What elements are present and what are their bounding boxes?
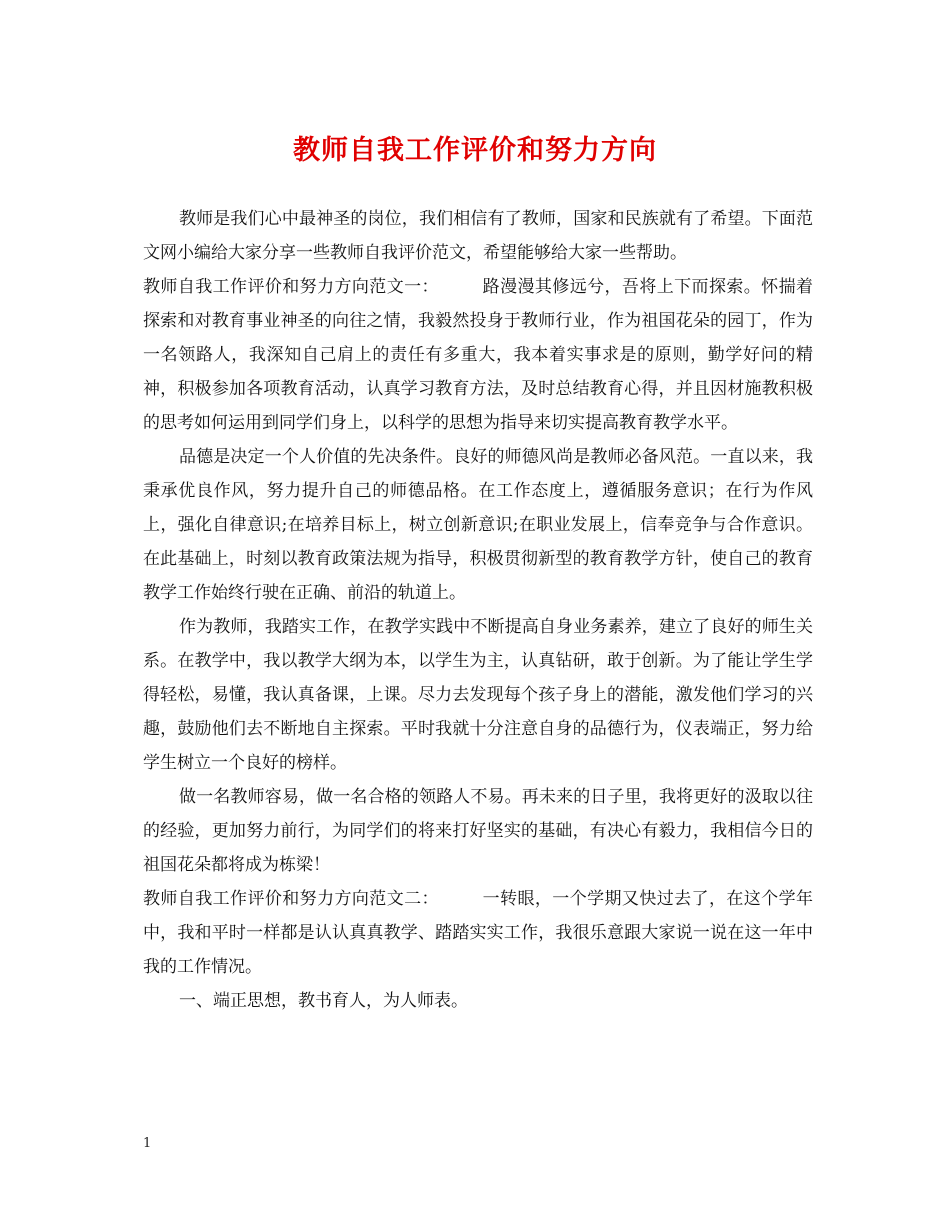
paragraph-sample-one: 教师自我工作评价和努力方向范文一： 路漫漫其修远兮，吾将上下而探索。怀揣着探索和对教育事业神圣的向往之情，我毅然投身于教师行业，作为祖国花朵的园丁，作为一名领路人，我深知自己肩上的责任有多重大，我本着实事求是的原则，勤学好问的精神，积极参加各项教育活动，认真学习教育方法，及时总结教育心得，并且因材施教积极的思考如何运用到同学们身上，以科学的思想为指导来切实提高教育教学水平。	[143, 277, 813, 433]
paragraph-teaching: 作为教师，我踏实工作，在教学实践中不断提高自身业务素养，建立了良好的师生关系。在教学中，我以教学大纲为本，以学生为主，认真钻研，敢于创新。为了能让学生学得轻松，易懂，我认真备课，上课。尽力去发现每个孩子身上的潜能，激发他们学习的兴趣，鼓励他们去不断地自主探索。平时我就十分注意自身的品德行为，仪表端正，努力给学生树立一个良好的榜样。	[143, 617, 813, 773]
paragraph-moral: 品德是决定一个人价值的先决条件。良好的师德风尚是教师必备风范。一直以来，我秉承优良作风，努力提升自己的师德品格。在工作态度上，遵循服务意识；在行为作风上，强化自律意识;在培养目标上，树立创新意识;在职业发展上，信奉竞争与合作意识。在此基础上，时刻以教育政策法规为指导，积极贯彻新型的教育教学方针，使自己的教育教学工作始终行驶在正确、前沿的轨道上。	[143, 447, 813, 603]
paragraph-intro: 教师是我们心中最神圣的岗位，我们相信有了教师，国家和民族就有了希望。下面范文网小编给大家分享一些教师自我评价范文，希望能够给大家一些帮助。	[143, 209, 813, 263]
document-body	[143, 202, 813, 1018]
paragraph-sample-two: 教师自我工作评价和努力方向范文二： 一转眼，一个学期又快过去了，在这个学年中，我和平时一样都是认认真真教学、踏踏实实工作，我很乐意跟大家说一说在这一年中我的工作情况。	[143, 889, 813, 977]
page-number: 1	[143, 1136, 152, 1151]
document-title: 教师自我工作评价和努力方向	[293, 135, 657, 166]
paragraph-section-one: 一、端正思想，教书育人，为人师表。	[179, 991, 468, 1011]
paragraph-conclusion: 做一名教师容易，做一名合格的领路人不易。再未来的日子里，我将更好的汲取以往的经验，更加努力前行，为同学们的将来打好坚实的基础，有决心有毅力，我相信今日的祖国花朵都将成为栋梁！	[143, 787, 813, 875]
